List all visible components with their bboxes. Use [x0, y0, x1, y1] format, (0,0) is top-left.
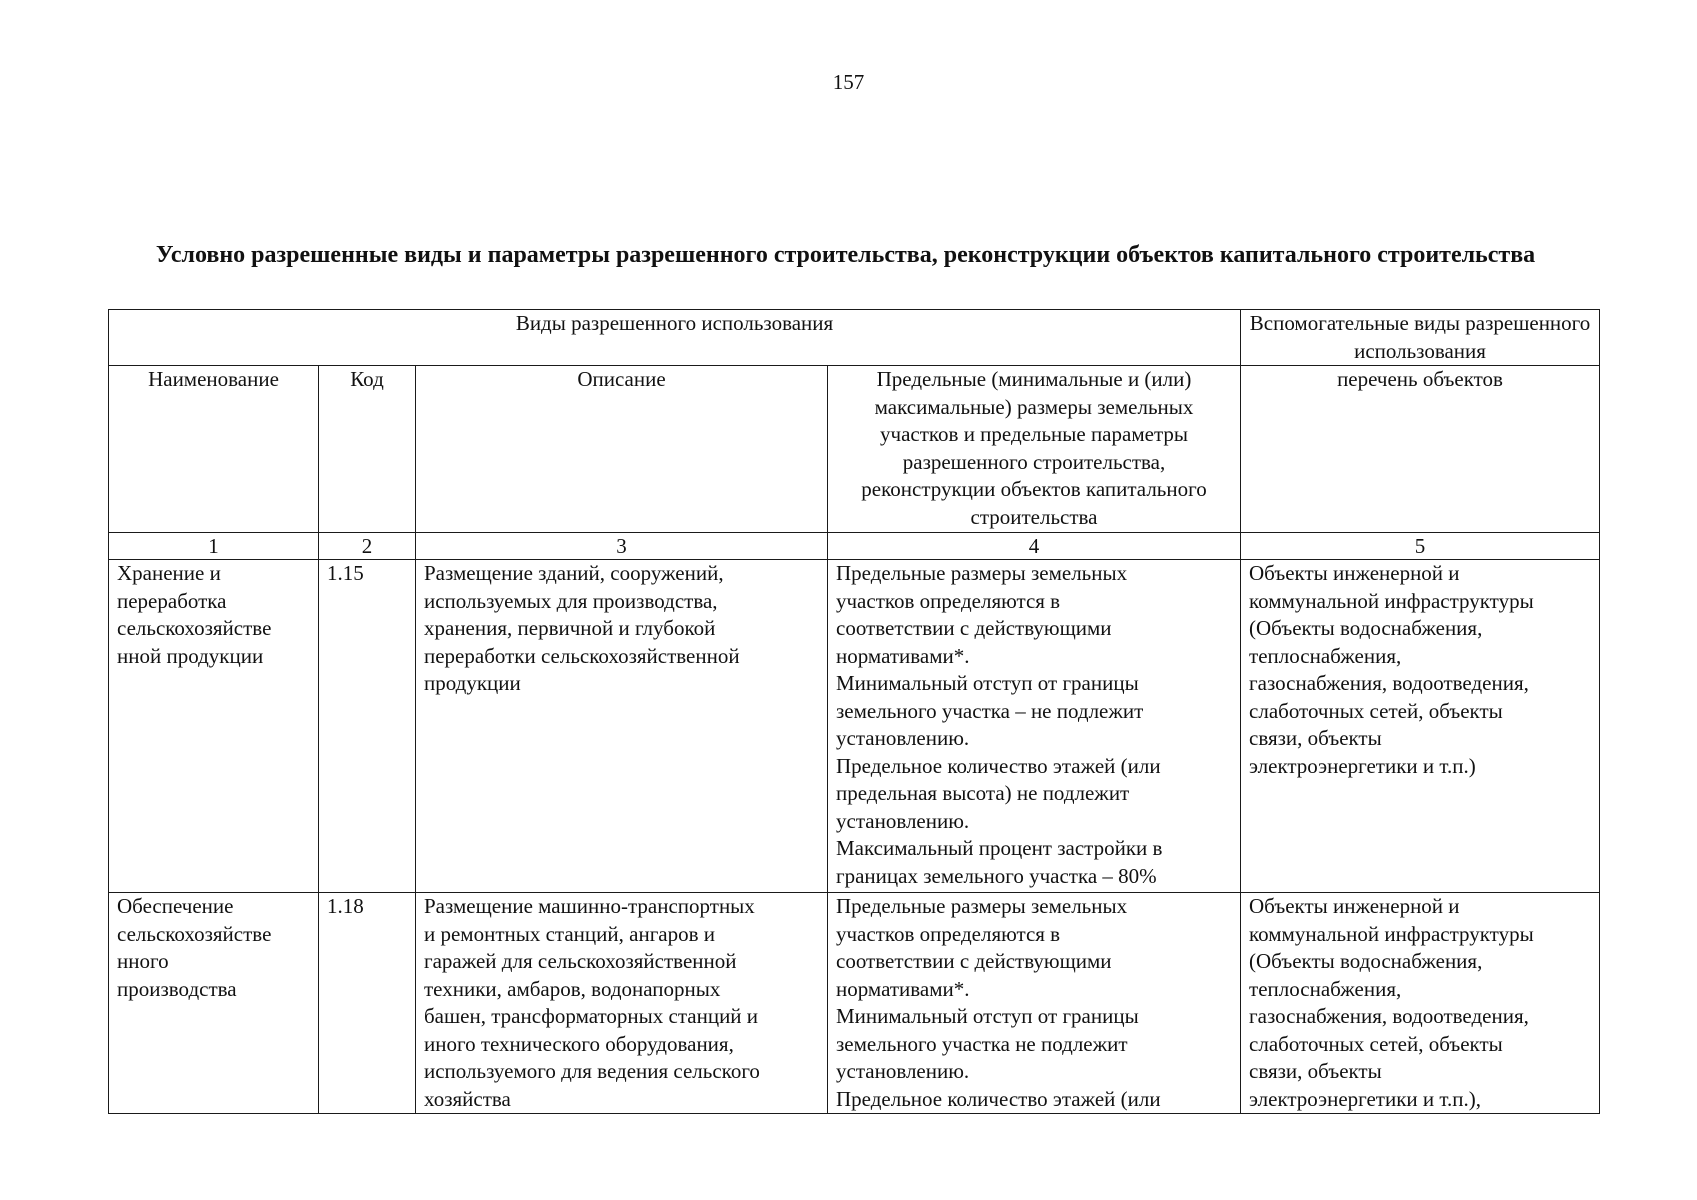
permitted-use-table [108, 309, 1600, 1114]
column-number: 4 [828, 533, 1241, 560]
table-row [109, 893, 1600, 1114]
row-description-cell: Размещение машинно-транспортных и ремонтных станций, ангаров и гаражей для сельскохозяйственной техники, амбаров, водонапорных башен, трансформаторных станций и иного технического оборудования, используемого для ведения сельского хозяйства [416, 893, 828, 1114]
column-header-description: Описание [416, 366, 828, 533]
row-description-cell: Размещение зданий, сооружений, используемых для производства, хранения, первичной и глубокой переработки сельскохозяйственной продукции [416, 560, 828, 893]
column-header-parameters: Предельные (минимальные и (или) максимальные) размеры земельных участков и предельные параметры разрешенного строительства, реконструкции объектов капитального строительства [828, 366, 1241, 533]
column-number: 5 [1241, 533, 1600, 560]
row-name-cell: Хранение и переработка сельскохозяйстве нной продукции [109, 560, 319, 893]
column-number: 1 [109, 533, 319, 560]
column-header-name: Наименование [109, 366, 319, 533]
column-header-objects: перечень объектов [1241, 366, 1600, 533]
row-parameters-cell: Предельные размеры земельных участков определяются в соответствии с действующими нормативами*. Минимальный отступ от границы земельного участка – не подлежит установлению. Предельное количество этажей (или предельная высота) не подлежит установлению. Максимальный процент застройки в границах земельного участка – 80% [828, 560, 1241, 893]
row-code-cell: 1.18 [319, 893, 416, 1114]
row-objects-cell: Объекты инженерной и коммунальной инфраструктуры (Объекты водоснабжения, теплоснабжения, газоснабжения, водоотведения, слаботочных сетей, объекты связи, объекты электроэнергетики и т.п.), [1241, 893, 1600, 1114]
row-objects-cell: Объекты инженерной и коммунальной инфраструктуры (Объекты водоснабжения, теплоснабжения, газоснабжения, водоотведения, слаботочных сетей, объекты связи, объекты электроэнергетики и т.п.) [1241, 560, 1600, 893]
column-header-row [109, 366, 1600, 533]
group-header-main: Виды разрешенного использования [109, 310, 1241, 366]
column-header-code: Код [319, 366, 416, 533]
column-number: 3 [416, 533, 828, 560]
column-number: 2 [319, 533, 416, 560]
group-header-auxiliary: Вспомогательные виды разрешенного использования [1241, 310, 1600, 366]
row-name-cell: Обеспечение сельскохозяйстве нного производства [109, 893, 319, 1114]
table-title: Условно разрешенные виды и параметры разрешенного строительства, реконструкции объектов капитального строительства [155, 242, 1536, 268]
page-number: 157 [832, 70, 865, 94]
group-header-row [109, 310, 1600, 366]
column-number-row [109, 533, 1600, 560]
row-code-cell: 1.15 [319, 560, 416, 893]
row-parameters-cell: Предельные размеры земельных участков определяются в соответствии с действующими нормативами*. Минимальный отступ от границы земельного участка не подлежит установлению. Предельное количество этажей (или [828, 893, 1241, 1114]
table-row [109, 560, 1600, 893]
